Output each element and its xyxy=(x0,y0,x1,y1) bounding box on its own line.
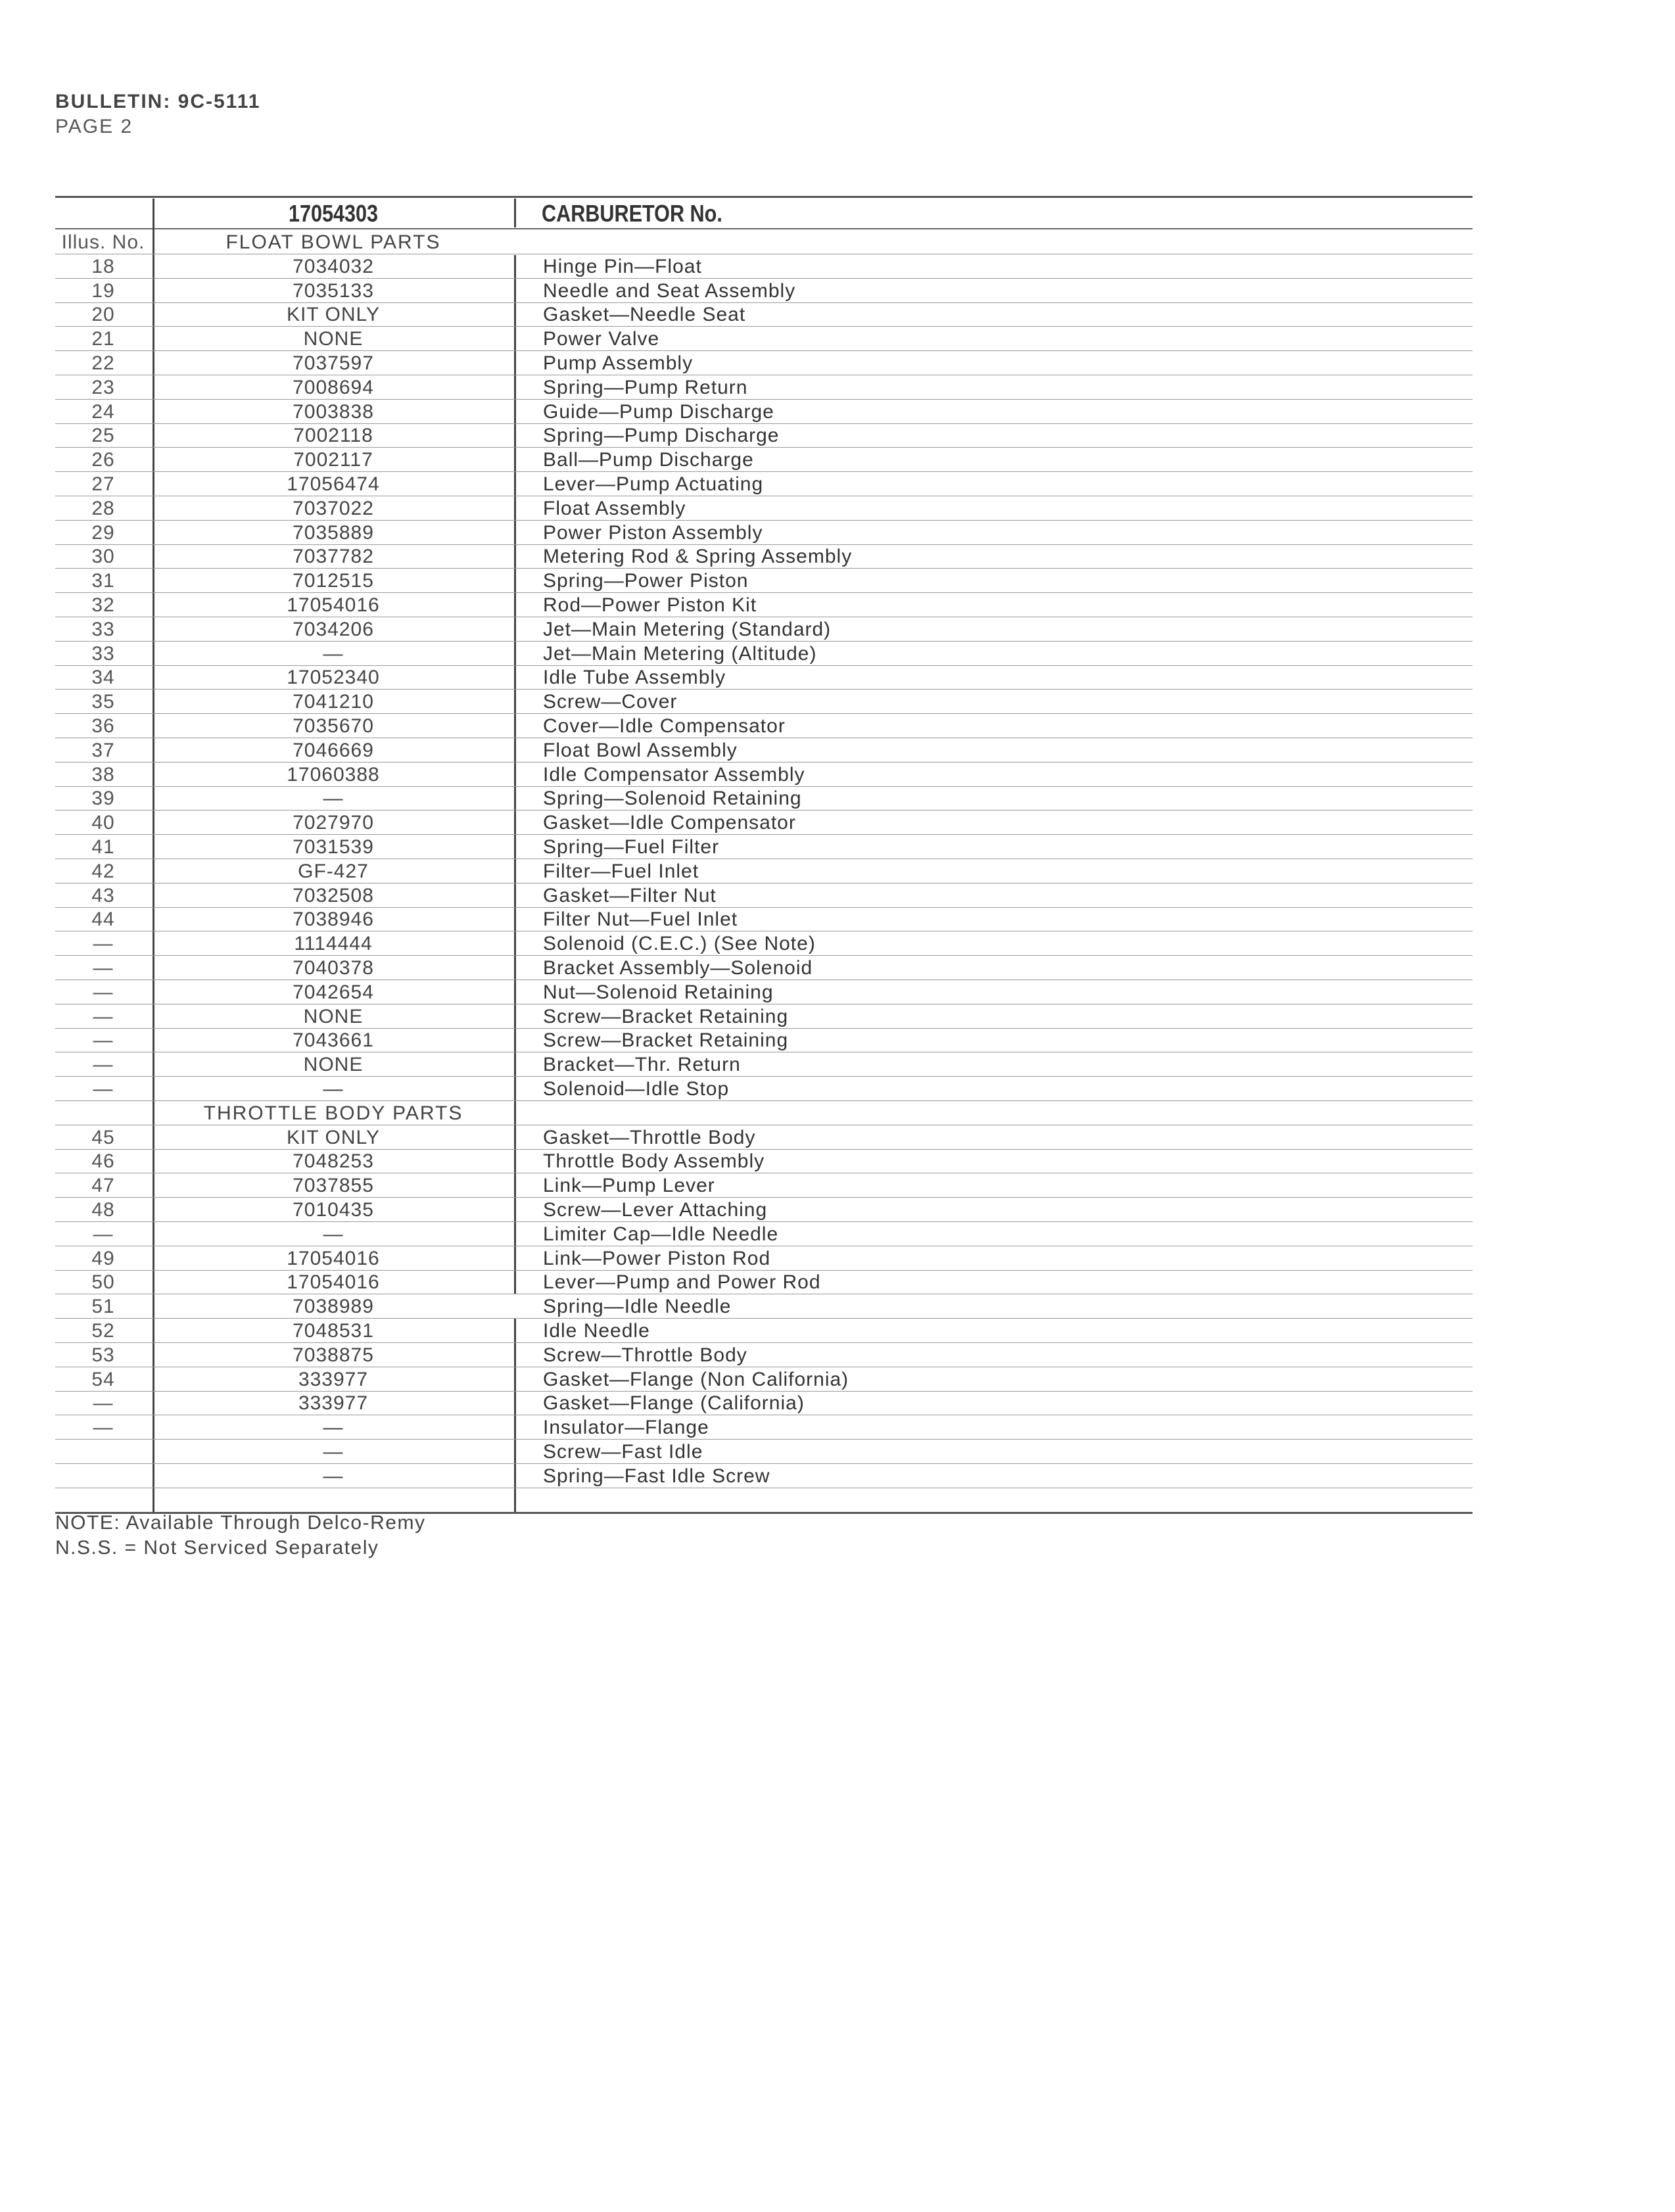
illus-cell: 52 xyxy=(91,1320,115,1342)
part-number-cell: 7038946 xyxy=(293,908,374,931)
table-header xyxy=(55,196,1473,229)
table-row xyxy=(55,931,1473,956)
illus-cell: — xyxy=(93,1392,114,1415)
table-row xyxy=(55,423,1473,448)
part-number-cell: 7034206 xyxy=(293,618,374,640)
part-number-cell: 333977 xyxy=(298,1368,369,1390)
table-row xyxy=(55,1198,1473,1222)
description-cell: Jet—Main Metering (Standard) xyxy=(543,618,832,640)
section-header-row xyxy=(55,230,1473,254)
part-number-cell: 7037022 xyxy=(293,497,374,519)
illus-cell: 53 xyxy=(91,1344,115,1366)
part-number-cell: 17054016 xyxy=(287,1247,380,1269)
table-row xyxy=(55,1294,1473,1319)
part-number-cell: 7037855 xyxy=(293,1175,374,1197)
note-line: NOTE: Available Through Delco-Remy xyxy=(55,1512,426,1534)
part-number-cell: KIT ONLY xyxy=(287,1126,380,1148)
description-cell: Bracket Assembly—Solenoid xyxy=(543,957,813,979)
illus-cell: 35 xyxy=(91,691,115,713)
table-row xyxy=(55,811,1473,835)
illus-cell: 43 xyxy=(91,884,115,906)
illus-cell: — xyxy=(93,1417,114,1439)
description-cell: Spring—Solenoid Retaining xyxy=(543,788,802,810)
description-cell: Spring—Power Piston xyxy=(543,570,749,592)
table-row xyxy=(55,714,1473,738)
part-number-cell: 7035670 xyxy=(293,715,374,737)
description-cell: Gasket—Throttle Body xyxy=(543,1126,756,1148)
illus-cell: — xyxy=(93,1005,114,1027)
table-row xyxy=(55,665,1473,690)
description-cell: Power Piston Assembly xyxy=(543,521,763,544)
illus-cell: 39 xyxy=(91,788,115,810)
table-row xyxy=(55,1052,1473,1077)
part-number-cell: 7027970 xyxy=(293,812,374,834)
illus-cell: 19 xyxy=(91,279,115,302)
table-row xyxy=(55,472,1473,496)
table-row xyxy=(55,1319,1473,1343)
illus-cell: 38 xyxy=(91,763,115,786)
part-number-cell: — xyxy=(323,1223,344,1245)
part-number-cell: 7041210 xyxy=(293,691,374,713)
illus-cell: 36 xyxy=(91,715,115,737)
table-row xyxy=(55,302,1473,327)
part-number-cell: 17060388 xyxy=(287,763,380,786)
description-cell: Filter Nut—Fuel Inlet xyxy=(543,908,738,931)
description-cell: Screw—Throttle Body xyxy=(543,1344,747,1366)
table-row xyxy=(55,907,1473,931)
part-number-cell: 7034032 xyxy=(293,255,374,277)
part-number-cell: 1114444 xyxy=(294,933,373,955)
part-number-cell: — xyxy=(323,1441,344,1463)
table-row xyxy=(55,835,1473,859)
description-cell: Pump Assembly xyxy=(543,352,694,374)
part-number-cell: 7046669 xyxy=(293,739,374,761)
description-cell: Spring—Pump Return xyxy=(543,376,748,398)
illus-cell: 41 xyxy=(91,836,115,858)
part-number-cell: 7035133 xyxy=(293,279,374,302)
table-row xyxy=(55,1464,1473,1488)
part-number-cell: — xyxy=(323,788,344,810)
illus-cell: 28 xyxy=(91,497,115,519)
illus-cell: 33 xyxy=(91,642,115,665)
table-row xyxy=(55,521,1473,545)
illus-cell: — xyxy=(93,957,114,979)
description-cell: Insulator—Flange xyxy=(543,1417,709,1439)
illus-cell: — xyxy=(93,1054,114,1076)
description-cell: Solenoid (C.E.C.) (See Note) xyxy=(543,933,816,955)
part-number-cell: — xyxy=(323,1078,344,1100)
description-cell: Idle Tube Assembly xyxy=(543,667,726,689)
illus-cell: 18 xyxy=(91,255,115,277)
table-row xyxy=(55,763,1473,787)
description-cell: Spring—Pump Discharge xyxy=(543,425,780,447)
table-row xyxy=(55,1246,1473,1271)
table-row xyxy=(55,254,1473,279)
illus-cell: 49 xyxy=(91,1247,115,1269)
description-cell: Limiter Cap—Idle Needle xyxy=(543,1223,779,1245)
description-cell: Cover—Idle Compensator xyxy=(543,715,786,737)
illus-cell: 42 xyxy=(91,860,115,882)
illus-cell: 25 xyxy=(91,425,115,447)
bulletin-number: BULLETIN: 9C-5111 xyxy=(55,91,261,112)
description-cell: Link—Power Piston Rod xyxy=(543,1247,771,1269)
part-number-cell: 7043661 xyxy=(293,1029,374,1052)
illus-cell: 31 xyxy=(91,570,115,592)
table-row xyxy=(55,400,1473,424)
description-cell: Spring—Fuel Filter xyxy=(543,836,720,858)
description-cell: Solenoid—Idle Stop xyxy=(543,1078,730,1100)
description-cell: Nut—Solenoid Retaining xyxy=(543,981,774,1003)
section-header-row xyxy=(55,1101,1473,1125)
table-row xyxy=(55,351,1473,375)
illus-cell: 40 xyxy=(91,812,115,834)
description-cell: Float Bowl Assembly xyxy=(543,739,738,761)
table-row xyxy=(55,1343,1473,1367)
illus-cell: 24 xyxy=(91,400,115,423)
part-number-cell: NONE xyxy=(303,1054,364,1076)
part-number-cell: 7048253 xyxy=(293,1150,374,1173)
part-number-cell: 17054016 xyxy=(287,1271,380,1294)
part-number-cell: 7010435 xyxy=(293,1199,374,1221)
table-row xyxy=(55,859,1473,883)
part-number-cell: 7035889 xyxy=(293,521,374,544)
illus-cell: — xyxy=(93,1029,114,1052)
illus-cell: 29 xyxy=(91,521,115,544)
part-number-cell: 7012515 xyxy=(293,570,374,592)
description-cell: Spring—Fast Idle Screw xyxy=(543,1465,770,1487)
illus-cell: 34 xyxy=(91,667,115,689)
table-row xyxy=(55,1440,1473,1464)
table-row xyxy=(55,980,1473,1004)
description-cell: Link—Pump Lever xyxy=(543,1175,715,1197)
table-row xyxy=(55,1222,1473,1246)
illus-cell: 21 xyxy=(91,328,115,350)
carburetor-header: CARBURETOR No. xyxy=(542,200,722,227)
table-row xyxy=(55,375,1473,400)
note-line: N.S.S. = Not Serviced Separately xyxy=(55,1537,379,1559)
description-cell: Needle and Seat Assembly xyxy=(543,279,796,302)
part-number-cell: 17054016 xyxy=(287,594,380,616)
illus-no-header: Illus. No. xyxy=(61,231,145,253)
column-divider-2-head xyxy=(514,199,516,227)
part-number-cell: NONE xyxy=(303,1005,364,1027)
description-cell: Jet—Main Metering (Altitude) xyxy=(543,642,817,665)
table-row xyxy=(55,279,1473,303)
part-number-cell: 7037597 xyxy=(293,352,374,374)
part-number-cell: GF-427 xyxy=(298,860,369,882)
part-number-cell: NONE xyxy=(303,328,364,350)
table-row xyxy=(55,327,1473,351)
table-row xyxy=(55,496,1473,521)
table-row xyxy=(55,1125,1473,1150)
part-number-cell: 7038875 xyxy=(293,1344,374,1366)
table-row xyxy=(55,1004,1473,1029)
part-number-cell: 7002118 xyxy=(293,425,373,447)
section-title: FLOAT BOWL PARTS xyxy=(225,231,441,253)
illus-cell: 23 xyxy=(91,376,115,398)
table-row xyxy=(55,956,1473,980)
description-cell: Guide—Pump Discharge xyxy=(543,400,774,423)
table-row xyxy=(55,1028,1473,1052)
table-row xyxy=(55,593,1473,617)
description-cell: Metering Rod & Spring Assembly xyxy=(543,546,853,568)
table-row xyxy=(55,1173,1473,1198)
illus-cell: 27 xyxy=(91,473,115,495)
description-cell: Throttle Body Assembly xyxy=(543,1150,765,1173)
illus-cell: — xyxy=(93,981,114,1003)
description-cell: Gasket—Filter Nut xyxy=(543,884,717,906)
illus-cell: 45 xyxy=(91,1126,115,1148)
description-cell: Filter—Fuel Inlet xyxy=(543,860,699,882)
part-number-cell: 7002117 xyxy=(293,449,373,471)
part-number-cell: 7040378 xyxy=(293,957,374,979)
page-number: PAGE 2 xyxy=(55,116,133,137)
table-row xyxy=(55,1149,1473,1173)
table-row xyxy=(55,1270,1473,1294)
part-number-cell: — xyxy=(323,1417,344,1439)
part-number-cell: 17056474 xyxy=(287,473,380,495)
table-row xyxy=(55,690,1473,714)
table-row xyxy=(55,1415,1473,1440)
table-row xyxy=(55,1077,1473,1101)
part-number-cell: — xyxy=(323,642,344,665)
table-row xyxy=(55,786,1473,811)
description-cell: Rod—Power Piston Kit xyxy=(543,594,757,616)
part-number-header: 17054303 xyxy=(288,200,379,227)
table-row xyxy=(55,569,1473,593)
table-row xyxy=(55,738,1473,763)
description-cell: Gasket—Idle Compensator xyxy=(543,812,796,834)
section-title: THROTTLE BODY PARTS xyxy=(203,1102,463,1124)
description-cell: Idle Needle xyxy=(543,1320,650,1342)
table-header-rule xyxy=(55,228,1473,229)
description-cell: Lever—Pump Actuating xyxy=(543,473,764,495)
illus-cell: 33 xyxy=(91,618,115,640)
description-cell: Ball—Pump Discharge xyxy=(543,449,754,471)
table-row xyxy=(55,883,1473,908)
illus-cell: — xyxy=(93,1078,114,1100)
part-number-cell: 7037782 xyxy=(293,546,374,568)
illus-cell: 48 xyxy=(91,1199,115,1221)
part-number-cell: 7031539 xyxy=(293,836,374,858)
description-cell: Screw—Bracket Retaining xyxy=(543,1029,789,1052)
part-number-cell: 7032508 xyxy=(293,884,374,906)
illus-cell: 54 xyxy=(91,1368,115,1390)
illus-cell: 37 xyxy=(91,739,115,761)
part-number-cell: 7038989 xyxy=(293,1296,374,1318)
description-cell: Bracket—Thr. Return xyxy=(543,1054,741,1076)
part-number-cell: KIT ONLY xyxy=(287,304,380,326)
description-cell: Idle Compensator Assembly xyxy=(543,763,805,786)
illus-cell: 20 xyxy=(91,304,115,326)
part-number-cell: 333977 xyxy=(298,1392,369,1415)
part-number-cell: 7003838 xyxy=(293,400,374,423)
illus-cell: 32 xyxy=(91,594,115,616)
description-cell: Screw—Bracket Retaining xyxy=(543,1005,789,1027)
part-number-cell: 7042654 xyxy=(293,981,374,1003)
illus-cell: 51 xyxy=(91,1296,115,1318)
illus-cell: 26 xyxy=(91,449,115,471)
illus-cell: 22 xyxy=(91,352,115,374)
table-row xyxy=(55,544,1473,569)
part-number-cell: 7008694 xyxy=(293,376,374,398)
table-row xyxy=(55,617,1473,642)
part-number-cell: 17052340 xyxy=(287,667,380,689)
description-cell: Spring—Idle Needle xyxy=(543,1296,732,1318)
description-cell: Power Valve xyxy=(543,328,660,350)
table-row xyxy=(55,1391,1473,1415)
part-number-cell: — xyxy=(323,1465,344,1487)
description-cell: Gasket—Flange (California) xyxy=(543,1392,805,1415)
description-cell: Screw—Cover xyxy=(543,691,678,713)
illus-cell: 44 xyxy=(91,908,115,931)
description-cell: Gasket—Needle Seat xyxy=(543,304,746,326)
description-cell: Float Assembly xyxy=(543,497,686,519)
description-cell: Screw—Lever Attaching xyxy=(543,1199,768,1221)
description-cell: Screw—Fast Idle xyxy=(543,1441,703,1463)
description-cell: Hinge Pin—Float xyxy=(543,255,702,277)
description-cell: Gasket—Flange (Non California) xyxy=(543,1368,849,1390)
table-row xyxy=(55,642,1473,666)
part-number-cell: 7048531 xyxy=(293,1320,374,1342)
illus-cell: 50 xyxy=(91,1271,115,1294)
table-row xyxy=(55,448,1473,472)
table-row xyxy=(55,1367,1473,1392)
illus-cell: — xyxy=(93,933,114,955)
illus-cell: 47 xyxy=(91,1175,115,1197)
illus-cell: 30 xyxy=(91,546,115,568)
illus-cell: 46 xyxy=(91,1150,115,1173)
illus-cell: — xyxy=(93,1223,114,1245)
description-cell: Lever—Pump and Power Rod xyxy=(543,1271,821,1294)
notes xyxy=(55,1511,425,1561)
